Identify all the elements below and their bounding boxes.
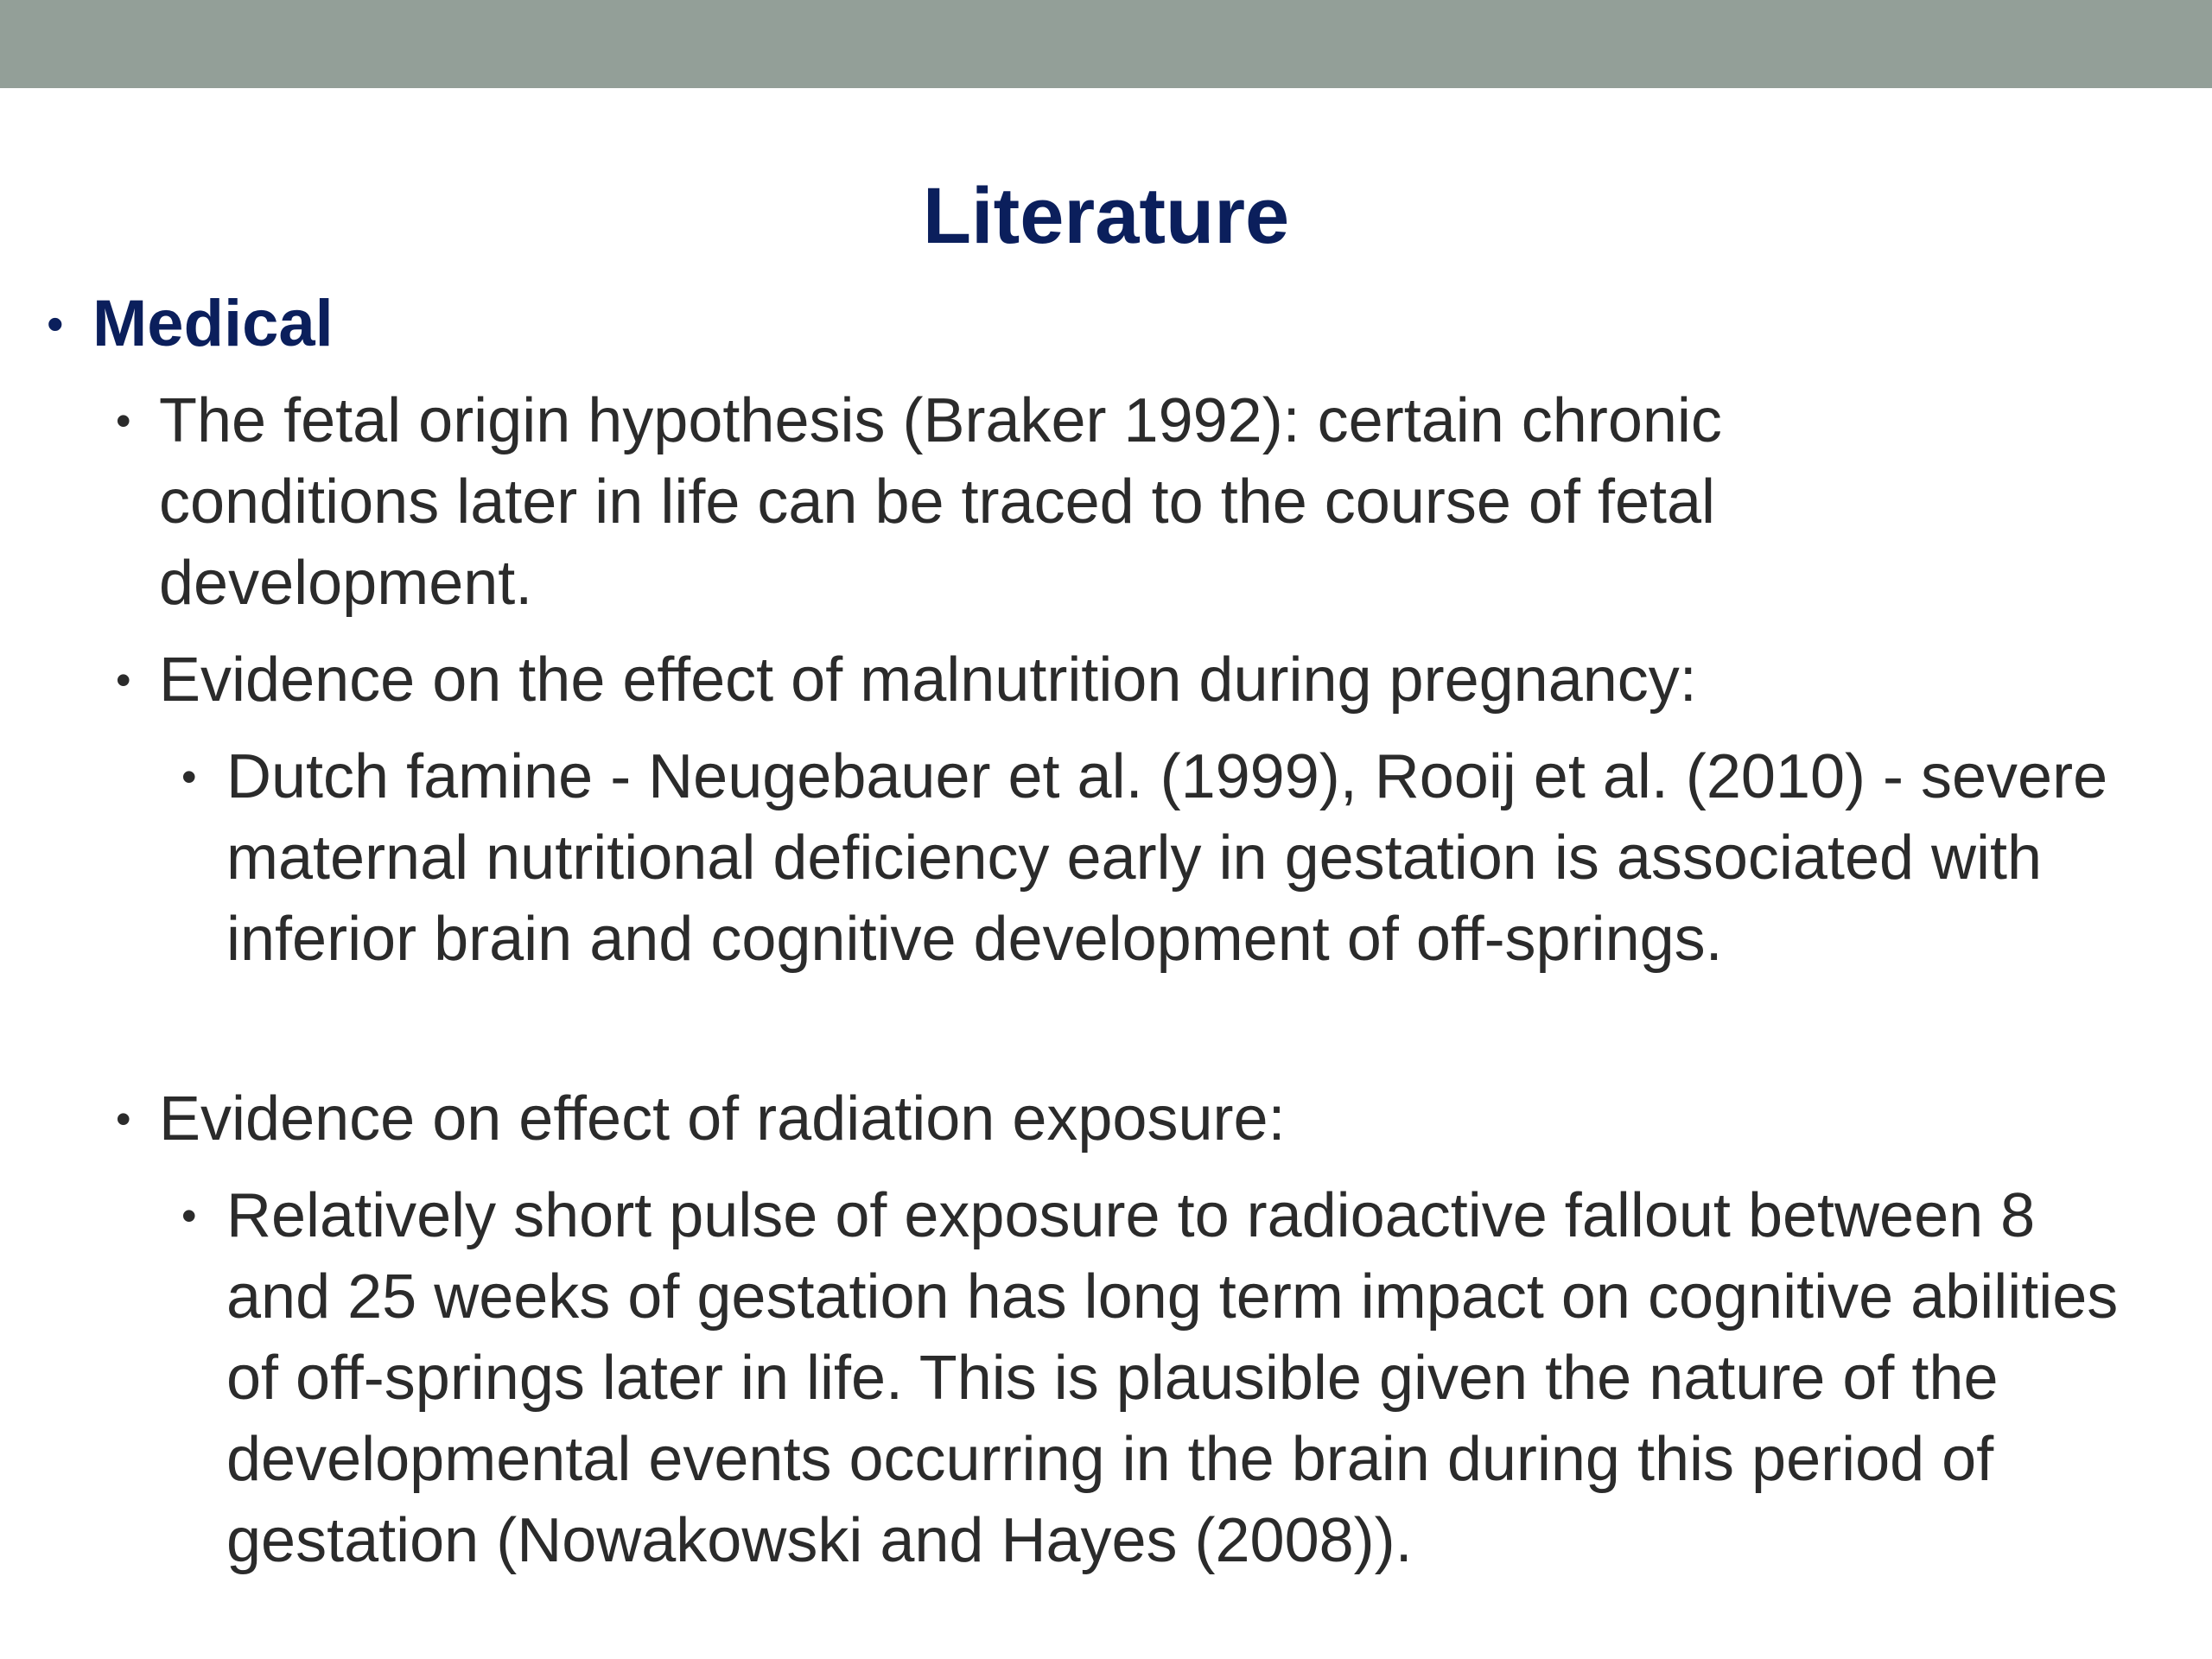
bullet-marker: • — [116, 397, 131, 445]
bullet-item: Evidence on the effect of malnutrition during pregnancy: — [159, 645, 1697, 715]
sub-bullet-marker: • — [181, 1192, 197, 1240]
sub-bullet-item: Dutch famine - Neugebauer et al. (1999), Rooij et al. (2010) - severe maternal nutritional deficiency early in gestation is associated with inferior brain and cognitive development of off-springs. — [226, 742, 2108, 974]
section-heading: Medical — [92, 287, 334, 360]
bullet-marker: • — [116, 1095, 131, 1143]
bullet-item: Evidence on effect of radiation exposure: — [159, 1084, 1286, 1154]
bullet-marker: • — [47, 296, 64, 351]
slide-title: Literature — [922, 172, 1290, 260]
bullet-item: The fetal origin hypothesis (Braker 1992): certain chronic conditions later in life can be traced to the course of fetal development. — [159, 386, 1722, 618]
sub-bullet-item: Relatively short pulse of exposure to radioactive fallout between 8 and 25 weeks of gestation has long term impact on cognitive abilities of off-springs later in life. This is plausible given the nature of the developmental events occurring in the brain during this period of gestation (Nowakowski and Hayes (2008)). — [226, 1181, 2119, 1575]
bullet-marker: • — [116, 656, 131, 704]
sub-bullet-marker: • — [181, 753, 197, 801]
